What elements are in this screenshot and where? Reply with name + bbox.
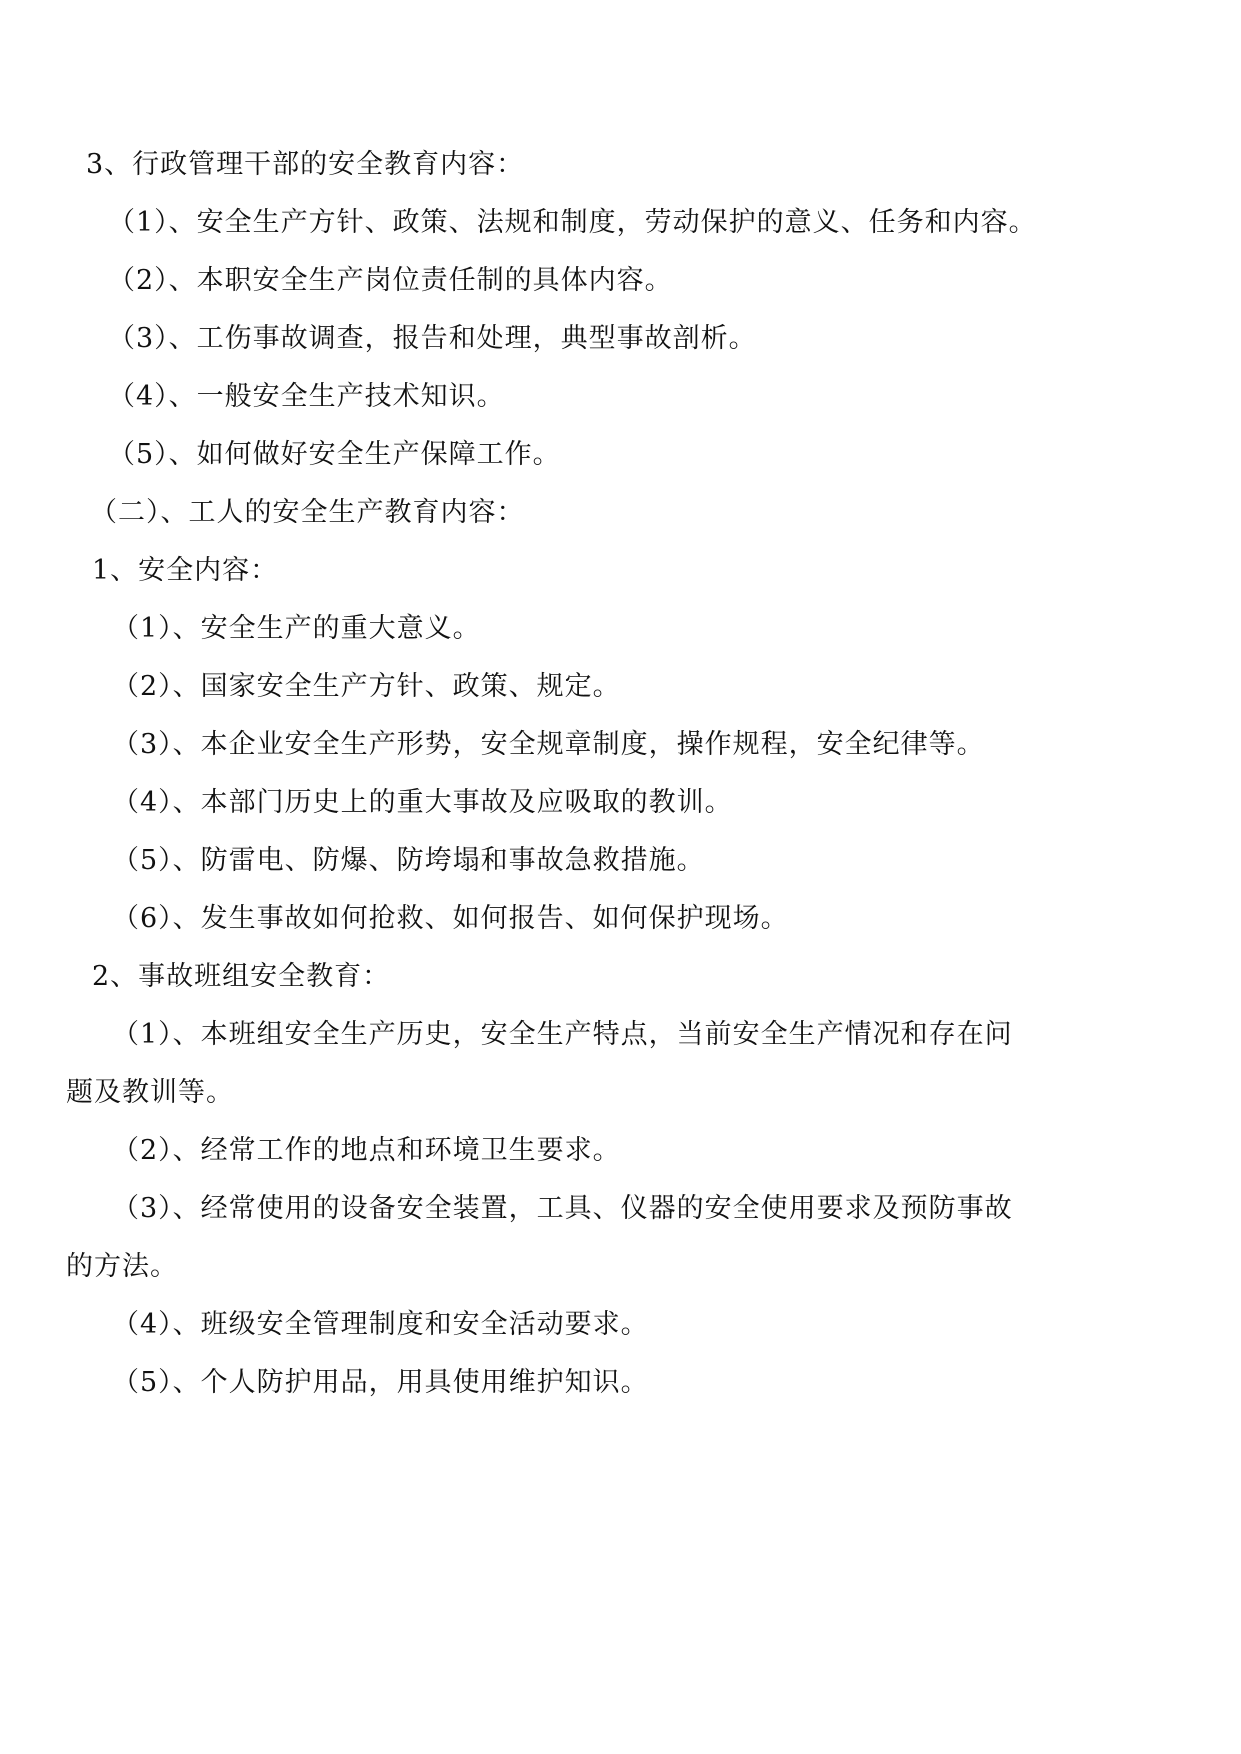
list-item: （4）、班级安全管理制度和安全活动要求。: [112, 1309, 649, 1340]
list-item: （5）、个人防护用品，用具使用维护知识。: [112, 1367, 649, 1398]
list-item: （6）、发生事故如何抢救、如何报告、如何保护现场。: [112, 903, 789, 934]
list-item: （3）、本企业安全生产形势，安全规章制度，操作规程，安全纪律等。: [112, 729, 985, 760]
subheading-safety-content: 1、安全内容：: [92, 555, 279, 586]
list-item: （2）、经常工作的地点和环境卫生要求。: [112, 1135, 621, 1166]
list-item: （1）、本班组安全生产历史，安全生产特点，当前安全生产情况和存在问: [112, 1019, 1013, 1050]
section-heading-workers-education: （二）、工人的安全生产教育内容：: [90, 497, 525, 528]
list-item: （4）、一般安全生产技术知识。: [108, 381, 505, 412]
heading-admin-cadre-education: 3、行政管理干部的安全教育内容：: [86, 149, 525, 180]
list-item: （1）、安全生产的重大意义。: [112, 613, 481, 644]
list-item-continuation: 题及教训等。: [66, 1077, 234, 1108]
list-item: （5）、如何做好安全生产保障工作。: [108, 439, 561, 470]
list-item: （1）、安全生产方针、政策、法规和制度，劳动保护的意义、任务和内容。: [108, 207, 1037, 238]
list-item: （3）、经常使用的设备安全装置，工具、仪器的安全使用要求及预防事故: [112, 1193, 1013, 1224]
subheading-team-education: 2、事故班组安全教育：: [92, 961, 391, 992]
list-item: （4）、本部门历史上的重大事故及应吸取的教训。: [112, 787, 733, 818]
list-item: （2）、国家安全生产方针、政策、规定。: [112, 671, 621, 702]
list-item: （2）、本职安全生产岗位责任制的具体内容。: [108, 265, 673, 296]
list-item-continuation: 的方法。: [66, 1251, 178, 1282]
list-item: （3）、工伤事故调查，报告和处理，典型事故剖析。: [108, 323, 757, 354]
list-item: （5）、防雷电、防爆、防垮塌和事故急救措施。: [112, 845, 705, 876]
